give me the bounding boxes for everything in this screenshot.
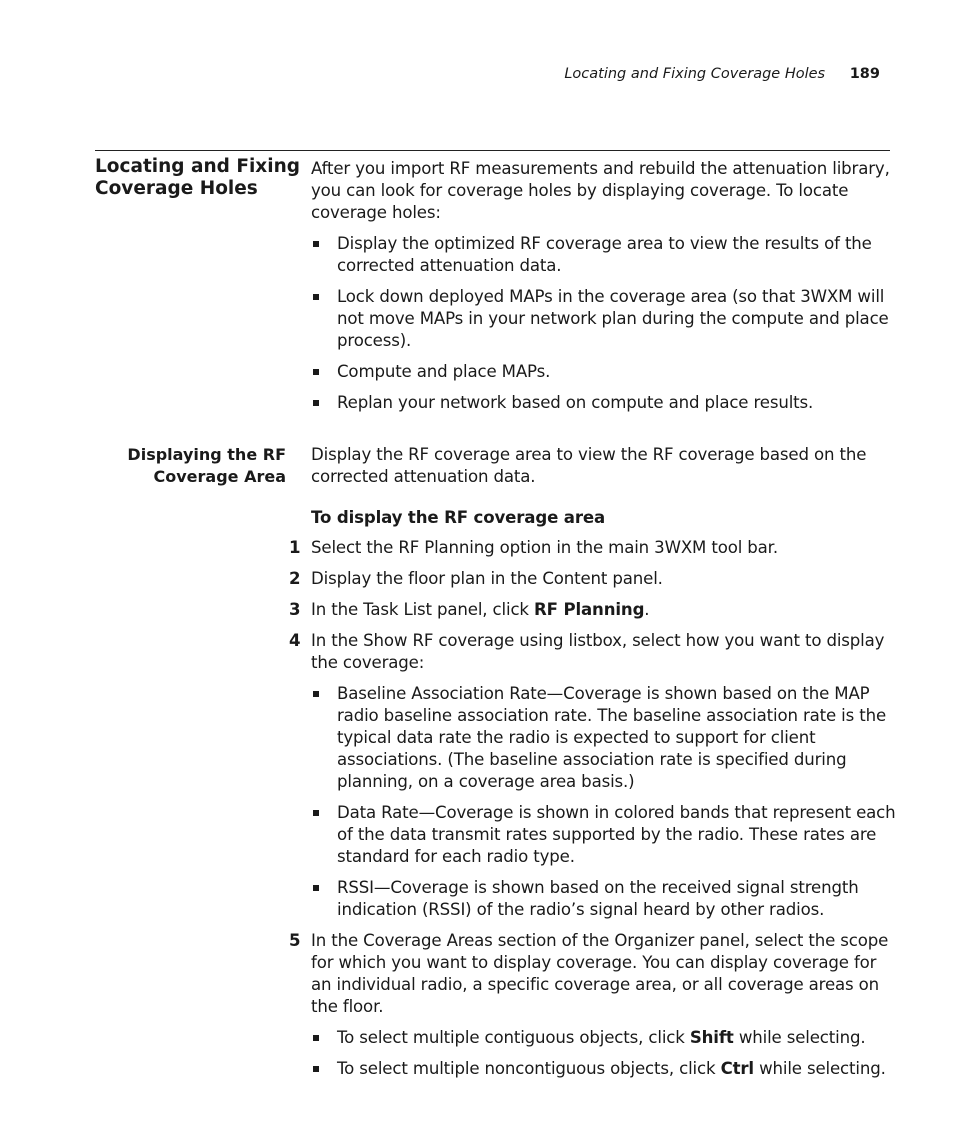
list-item: Display the optimized RF coverage area to view the results of the corrected attenuation data. <box>311 233 896 277</box>
ui-term-rf-planning: RF Planning <box>534 600 645 619</box>
subsection-intro: Display the RF coverage area to view the RF coverage based on the corrected attenuation data. <box>311 445 867 486</box>
subsection-heading-line1: Displaying the RF <box>127 445 286 464</box>
bullet-square-icon <box>313 1066 319 1072</box>
list-item: To select multiple noncontiguous objects, click Ctrl while selecting. <box>311 1058 896 1080</box>
bullet-square-icon <box>313 400 319 406</box>
selection-tip-list <box>311 1027 896 1080</box>
step-number: 3 <box>289 600 301 619</box>
step-number: 1 <box>289 538 301 557</box>
step-text: In the Show RF coverage using listbox, select how you want to display the coverage: <box>311 631 885 672</box>
key-ctrl: Ctrl <box>720 1059 754 1078</box>
step-item <box>289 630 896 921</box>
list-item: Replan your network based on compute and place results. <box>311 392 896 414</box>
subsection-heading <box>95 444 286 488</box>
step-text: Display the floor plan in the Content panel. <box>311 569 663 588</box>
section-rule <box>95 150 890 151</box>
key-shift: Shift <box>689 1028 734 1047</box>
subsection-body <box>289 444 896 1089</box>
step-item <box>289 537 896 559</box>
procedure-steps <box>289 537 896 1080</box>
list-item: To select multiple contiguous objects, click Shift while selecting. <box>311 1027 896 1049</box>
section-heading <box>95 156 300 200</box>
step-text: In the Task List panel, click RF Planning. <box>311 600 650 619</box>
coverage-option-list <box>311 683 896 921</box>
step-number: 4 <box>289 631 301 650</box>
bullet-square-icon <box>313 885 319 891</box>
bullet-square-icon <box>313 241 319 247</box>
section-heading-line1: Locating and Fixing <box>95 156 300 177</box>
bullet-square-icon <box>313 1035 319 1041</box>
running-header <box>564 66 880 82</box>
list-item: Compute and place MAPs. <box>311 361 896 383</box>
bullet-square-icon <box>313 810 319 816</box>
section-body <box>311 158 896 423</box>
list-item: Baseline Association Rate—Coverage is shown based on the MAP radio baseline association rate. The baseline association rate is the typical data rate the radio is expected to support for client associations. (The baseline association rate is specified during planning, on a coverage area basis.) <box>311 683 896 793</box>
list-item: Lock down deployed MAPs in the coverage area (so that 3WXM will not move MAPs in your network plan during the compute and place process). <box>311 286 896 352</box>
procedure-title: To display the RF coverage area <box>311 508 606 527</box>
bullet-square-icon <box>313 294 319 300</box>
section-intro: After you import RF measurements and rebuild the attenuation library, you can look for coverage holes by displaying coverage. To locate coverage holes: <box>311 159 890 222</box>
step-item <box>289 599 896 621</box>
list-item: Data Rate—Coverage is shown in colored bands that represent each of the data transmit rates supported by the radio. These rates are standard for each radio type. <box>311 802 896 868</box>
subsection-heading-line2: Coverage Area <box>153 467 286 486</box>
section-heading-line2: Coverage Holes <box>95 178 258 199</box>
section-bullet-list <box>311 233 896 414</box>
step-item <box>289 568 896 590</box>
step-text: Select the RF Planning option in the main 3WXM tool bar. <box>311 538 778 557</box>
running-header-title: Locating and Fixing Coverage Holes <box>564 66 826 82</box>
step-number: 5 <box>289 931 301 950</box>
step-number: 2 <box>289 569 301 588</box>
step-text: In the Coverage Areas section of the Organizer panel, select the scope for which you want to display coverage. You can display coverage for an individual radio, a specific coverage area, or all coverage areas on the floor. <box>311 931 889 1016</box>
page-number: 189 <box>849 66 880 82</box>
bullet-square-icon <box>313 369 319 375</box>
list-item: RSSI—Coverage is shown based on the received signal strength indication (RSSI) of the radio’s signal heard by other radios. <box>311 877 896 921</box>
bullet-square-icon <box>313 691 319 697</box>
step-item <box>289 930 896 1080</box>
